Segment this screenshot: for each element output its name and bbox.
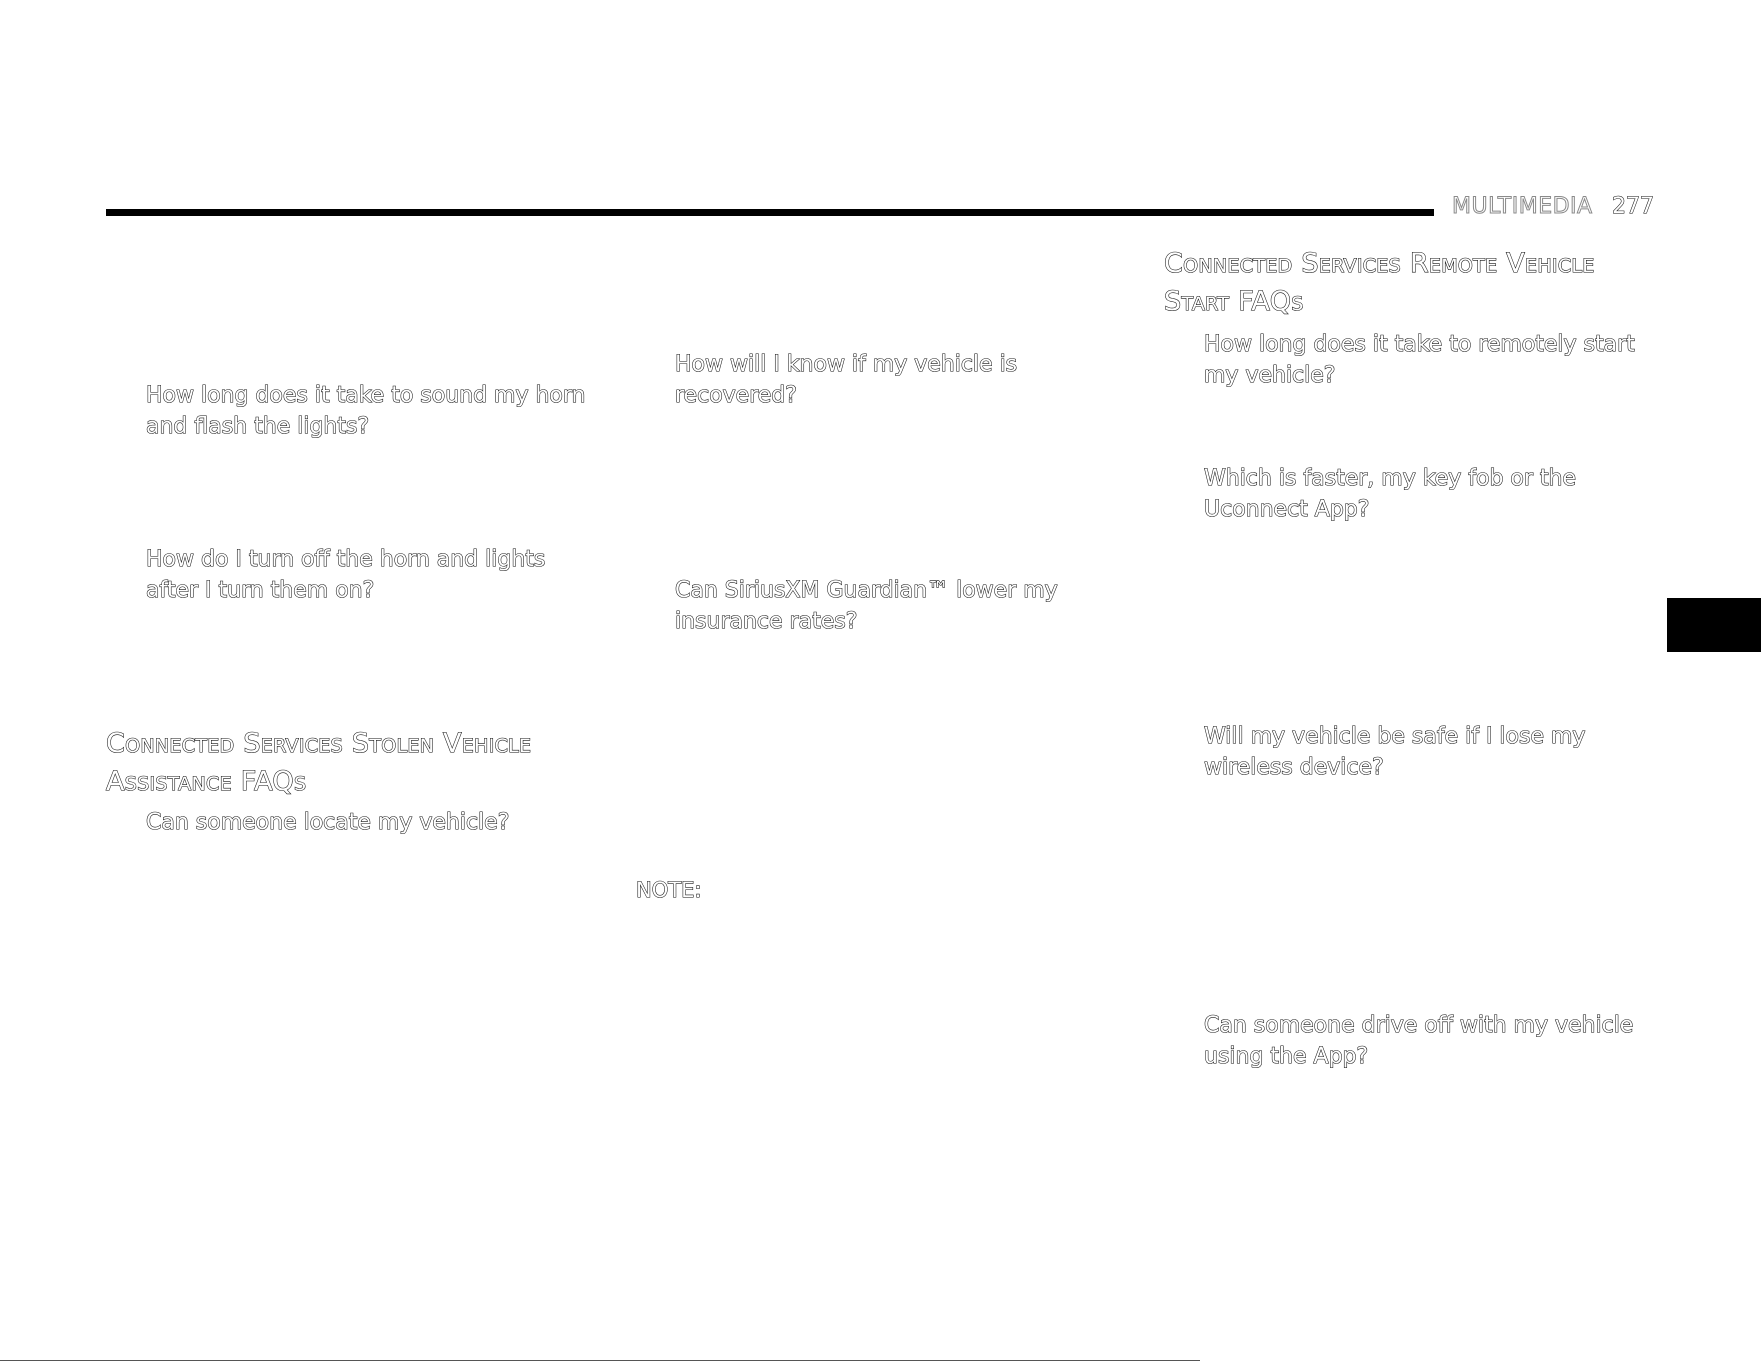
question-horn-time: How long does it take to sound my horn and flash the lights? (146, 383, 586, 439)
page-number: 277 (1612, 194, 1654, 219)
section-title: MULTIMEDIA (1452, 194, 1593, 219)
heading-remote-start-faqs: Connected Services Remote Vehicle Start FAQs (1164, 248, 1595, 317)
chapter-tab (1667, 598, 1761, 652)
question-lose-device: Will my vehicle be safe if I lose my wireless device? (1204, 724, 1586, 780)
question-remote-start-time: How long does it take to remotely start my vehicle? (1204, 332, 1635, 388)
question-locate-vehicle: Can someone locate my vehicle? (146, 810, 510, 835)
question-horn-off: How do I turn off the horn and lights after I turn them on? (146, 547, 546, 603)
header-rule (106, 209, 1434, 216)
question-vehicle-recovered: How will I know if my vehicle is recovered? (675, 352, 1018, 408)
heading-stolen-vehicle-faqs: Connected Services Stolen Vehicle Assistance FAQs (106, 728, 532, 797)
note-label: NOTE: (636, 878, 702, 902)
question-insurance-rates: Can SiriusXM Guardian™ lower my insurance rates? (675, 578, 1058, 634)
question-drive-off: Can someone drive off with my vehicle using the App? (1204, 1013, 1634, 1069)
question-key-fob-faster: Which is faster, my key fob or the Uconnect App? (1204, 466, 1577, 522)
